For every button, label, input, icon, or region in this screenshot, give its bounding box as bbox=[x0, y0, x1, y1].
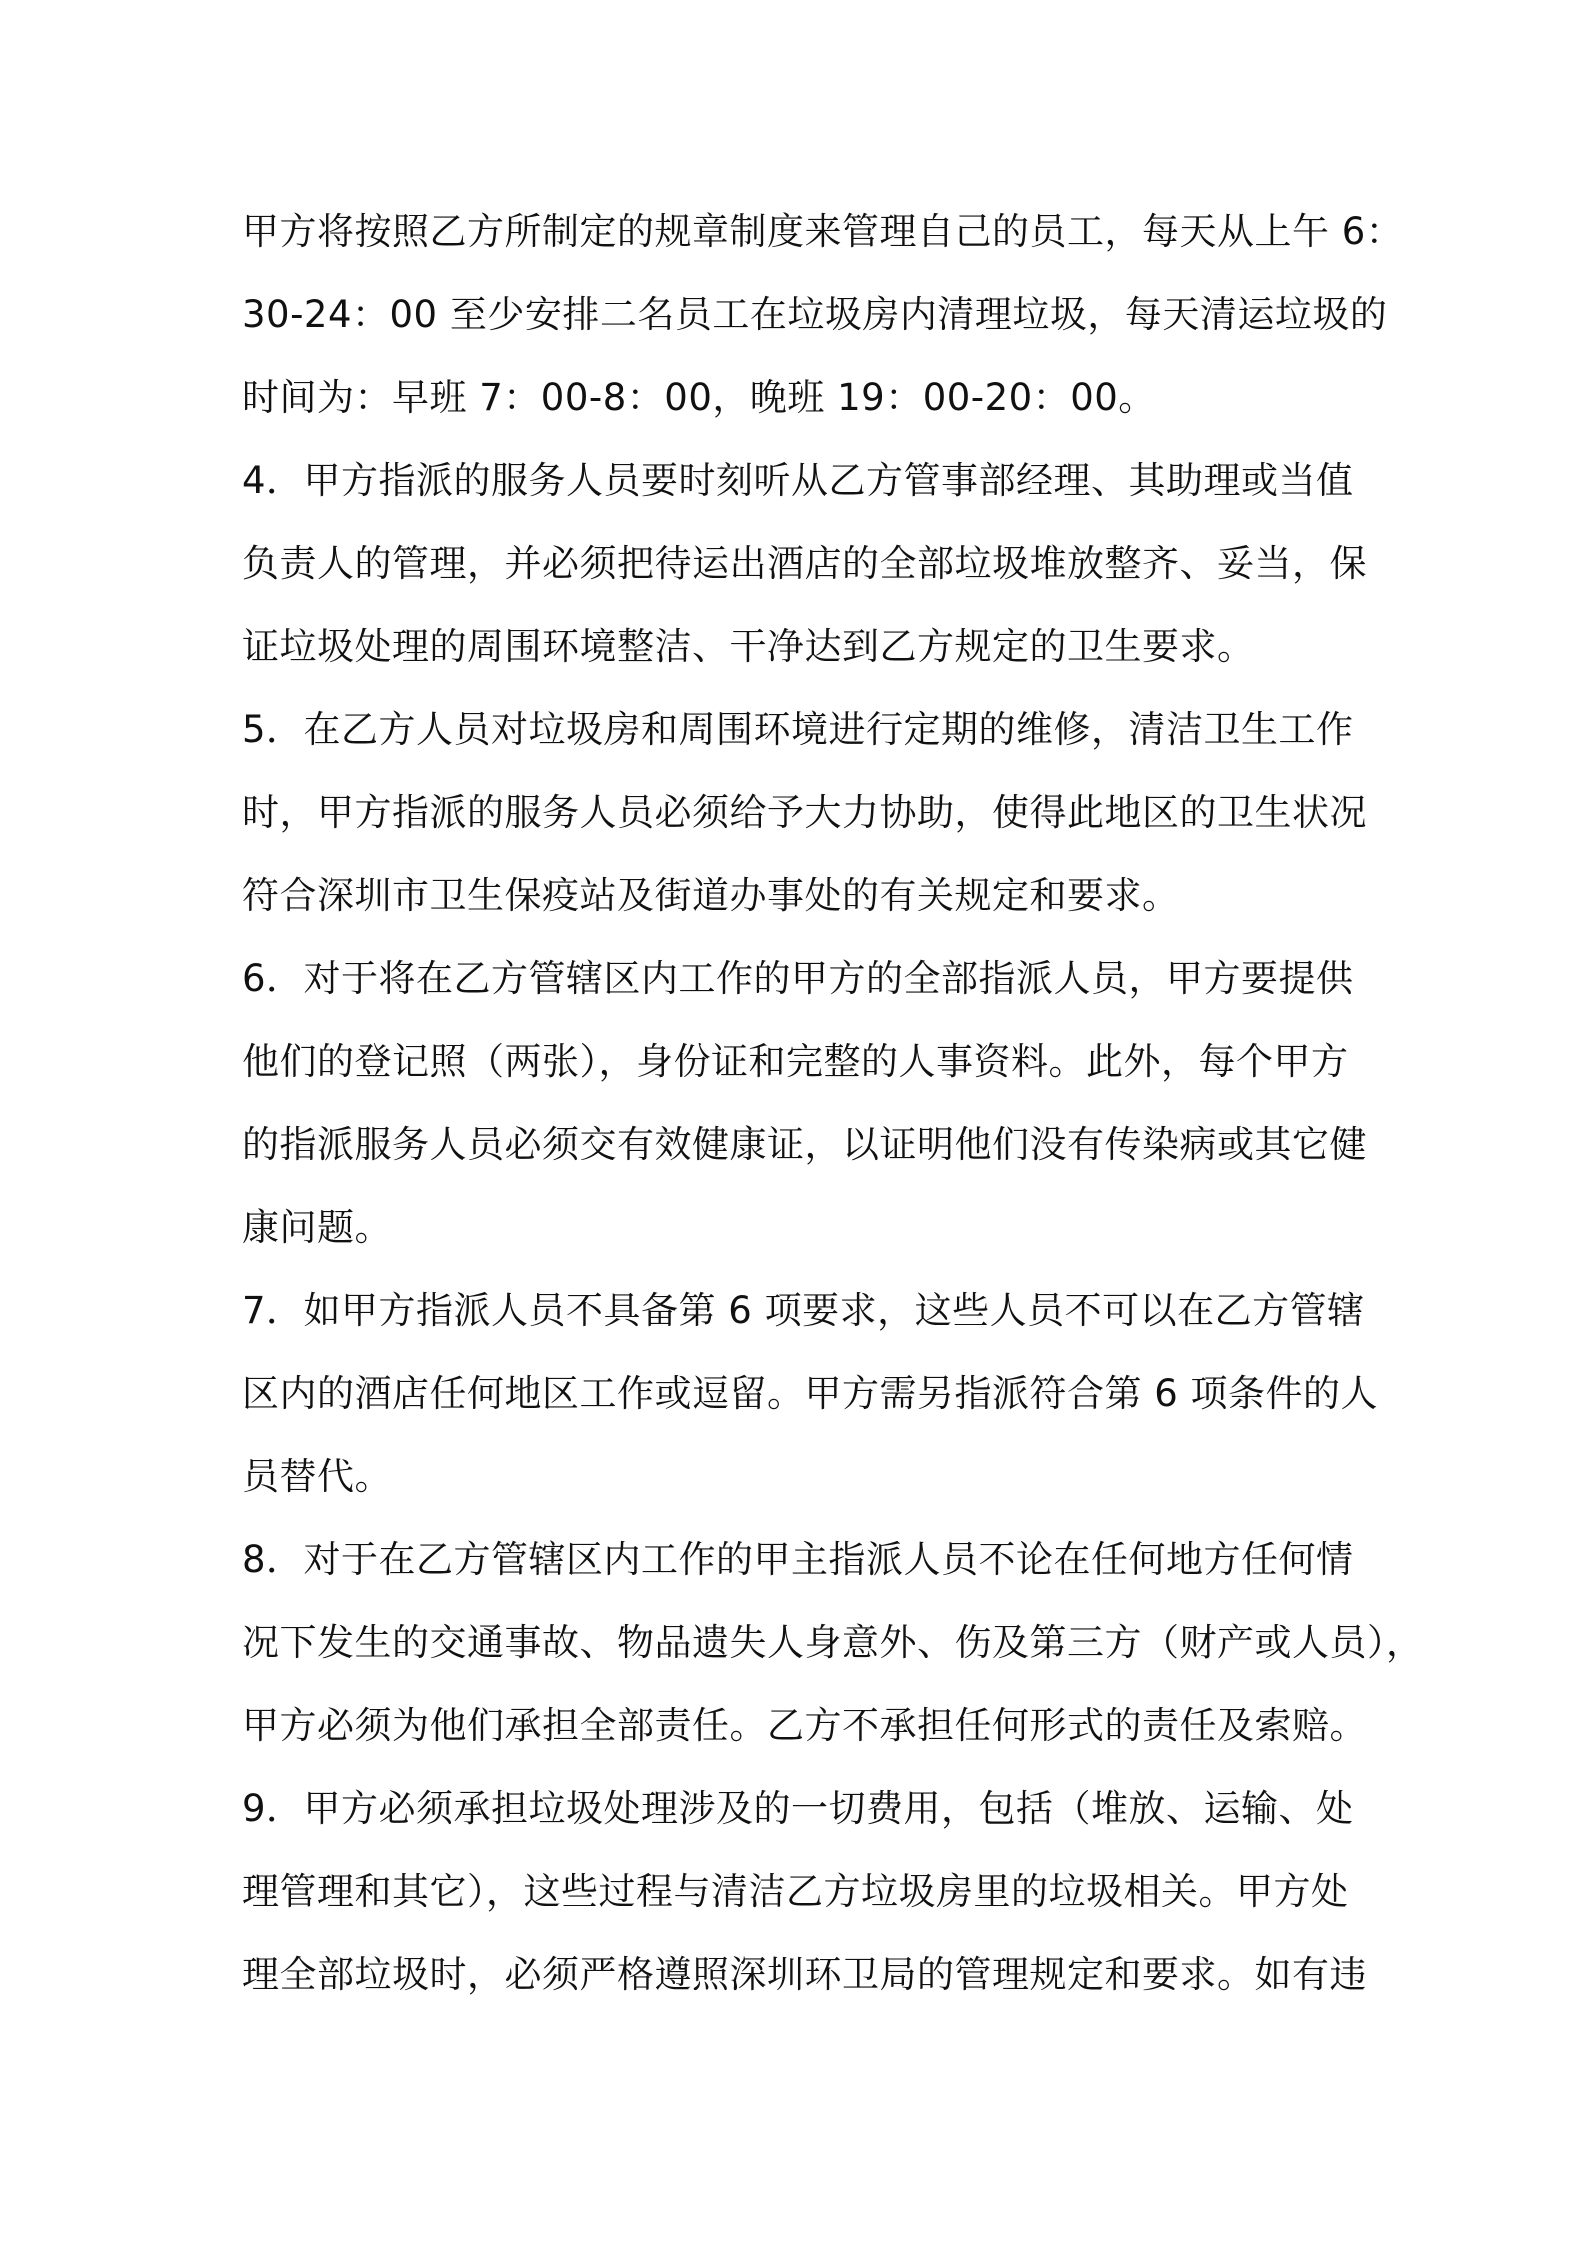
text-line: 员替代。 bbox=[242, 1455, 392, 1498]
text-line: 甲方将按照乙方所制定的规章制度来管理自己的员工，每天从上午 6： bbox=[242, 210, 1404, 253]
text-line: 理全部垃圾时，必须严格遵照深圳环卫局的管理规定和要求。如有违 bbox=[242, 1953, 1367, 1996]
text-line: 4．甲方指派的服务人员要时刻听从乙方管事部经理、其助理或当值 bbox=[242, 459, 1354, 502]
text-line: 康问题。 bbox=[242, 1206, 392, 1249]
text-line: 7．如甲方指派人员不具备第 6 项要求，这些人员不可以在乙方管辖 bbox=[242, 1289, 1365, 1332]
text-line: 时间为：早班 7：00-8：00，晚班 19：00-20：00。 bbox=[242, 376, 1156, 419]
text-line: 甲方必须为他们承担全部责任。乙方不承担任何形式的责任及索赔。 bbox=[242, 1704, 1367, 1747]
text-line: 证垃圾处理的周围环境整洁、干净达到乙方规定的卫生要求。 bbox=[242, 625, 1255, 668]
text-line: 的指派服务人员必须交有效健康证，以证明他们没有传染病或其它健 bbox=[242, 1123, 1367, 1166]
text-line: 6．对于将在乙方管辖区内工作的甲方的全部指派人员，甲方要提供 bbox=[242, 957, 1354, 1000]
text-line: 区内的酒店任何地区工作或逗留。甲方需另指派符合第 6 项条件的人 bbox=[242, 1372, 1379, 1415]
text-line: 符合深圳市卫生保疫站及街道办事处的有关规定和要求。 bbox=[242, 874, 1180, 917]
text-line: 5．在乙方人员对垃圾房和周围环境进行定期的维修，清洁卫生工作 bbox=[242, 708, 1354, 751]
text-line: 时，甲方指派的服务人员必须给予大力协助，使得此地区的卫生状况 bbox=[242, 791, 1367, 834]
text-line: 8．对于在乙方管辖区内工作的甲主指派人员不论在任何地方任何情 bbox=[242, 1538, 1354, 1581]
text-line: 况下发生的交通事故、物品遗失人身意外、伤及第三方（财产或人员）， bbox=[242, 1621, 1424, 1664]
text-line: 9．甲方必须承担垃圾处理涉及的一切费用，包括（堆放、运输、处 bbox=[242, 1787, 1354, 1830]
text-line: 理管理和其它），这些过程与清洁乙方垃圾房里的垃圾相关。甲方处 bbox=[242, 1870, 1349, 1913]
text-line: 负责人的管理，并必须把待运出酒店的全部垃圾堆放整齐、妥当，保 bbox=[242, 542, 1367, 585]
text-line: 他们的登记照（两张），身份证和完整的人事资料。此外，每个甲方 bbox=[242, 1040, 1349, 1083]
text-line: 30-24：00 至少安排二名员工在垃圾房内清理垃圾，每天清运垃圾的 bbox=[242, 293, 1388, 336]
